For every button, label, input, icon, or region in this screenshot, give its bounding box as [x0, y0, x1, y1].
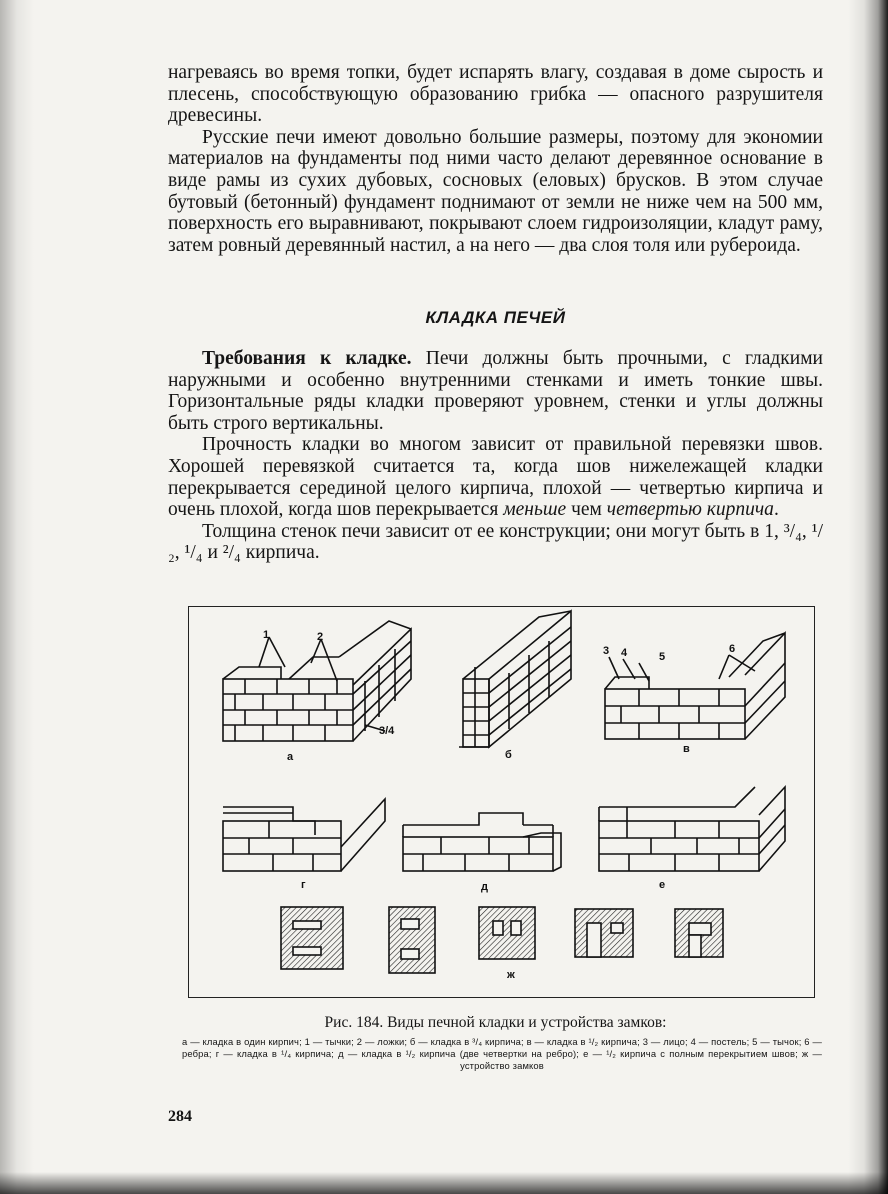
page-number: 284 [168, 1108, 192, 1125]
label-4: 4 [621, 647, 628, 659]
paragraph-4-end: . [773, 499, 779, 521]
paragraph-1: нагреваясь во время топки, будет испарять влагу, создавая в доме сырость и плесень, способствующую образованию грибка — опасного разрушителя древесины. [168, 62, 823, 127]
label-2: 2 [317, 631, 324, 643]
label-d: д [481, 881, 488, 893]
paragraph-4-mid: чем [566, 499, 607, 521]
paragraph-5: Толщина стенок печи зависит от ее конструкции; они могут быть в 1, ³/₄, ¹/₂, ¹/₄ и ²/₄ кирпича. [168, 520, 823, 564]
diagram-g [223, 799, 385, 871]
paragraph-4-lead: Прочность кладки во многом зависит от правильной перевязки швов. Хорошей перевязкой считается та, когда шов нижележащей кладки перекрывается серединой целого кирпича, плохой — четвертью кирпича и очень плохой, когда шов перекрывается [168, 434, 823, 521]
label-5: 5 [659, 651, 666, 663]
diagram-e [599, 787, 785, 871]
paragraph-4-italic-2: четвертью кирпича [606, 499, 774, 521]
masonry-illustration [189, 607, 815, 998]
diagram-v [605, 633, 785, 739]
paragraph-4-italic: меньше [503, 499, 567, 521]
figure-caption-title: Рис. 184. Виды печной кладки и устройства замков: [324, 1014, 667, 1031]
figure-caption-note: а — кладка в один кирпич; 1 — тычки; 2 — ложки; б — кладка в ³/₄ кирпича; в — кладка в ¹/₂ кирпича; 3 — лицо; 4 — постель; 5 — тычок; 6 — ребра; г — кладка в ¹/₄ кирпича; д — кладка в ¹/₂ кирпича (две четвертки на ребро); е — ¹/₂ кирпича с полным перекрытием швов; ж — устройство замков [182, 1036, 822, 1072]
label-g: г [301, 879, 306, 891]
scan-shadow-bottom [0, 1172, 888, 1194]
paragraph-2: Русские печи имеют довольно большие размеры, поэтому для экономии материалов на фундаменты под ними часто делают деревянное основание в виде рамы из сухих дубовых, сосновых (еловых) брусков. В этом случае бутовый (бетонный) фундамент поднимают от земли не ниже чем на 500 мм, поверхность его выравнивают, покрывают слоем гидроизоляции, кладут раму, затем ровный деревянный настил, а на него — два слоя толя или рубероида. [168, 126, 823, 256]
scan-shadow-right [848, 0, 888, 1194]
diagram-b [459, 611, 571, 747]
paragraph-3 [168, 348, 823, 434]
diagram-d [403, 813, 561, 871]
label-zh: ж [507, 969, 515, 981]
paragraph-4 [168, 434, 823, 520]
paragraph-3-runin: Требования к кладке. [202, 348, 412, 369]
figure-184 [188, 606, 815, 998]
label-a: а [287, 751, 294, 763]
label-3-4: 3/4 [379, 725, 395, 737]
body-text-top [168, 62, 823, 256]
paragraph-3-text: Печи должны быть прочными, с гладкими наружными и особенно внутренними стенками и иметь тонкие швы. Горизонтальные ряды кладки проверяют уровнем, стенки и углы должны быть строго вертикальны. [168, 348, 823, 434]
label-b: б [505, 749, 512, 761]
label-3: 3 [603, 645, 610, 657]
label-v: в [683, 743, 690, 755]
label-e: е [659, 879, 666, 891]
label-1: 1 [263, 629, 270, 641]
label-6: 6 [729, 643, 736, 655]
body-text-bottom [168, 348, 823, 564]
section-heading: КЛАДКА ПЕЧЕЙ [425, 308, 566, 327]
scan-shadow-left [0, 0, 34, 1194]
diagram-zh [281, 907, 723, 973]
